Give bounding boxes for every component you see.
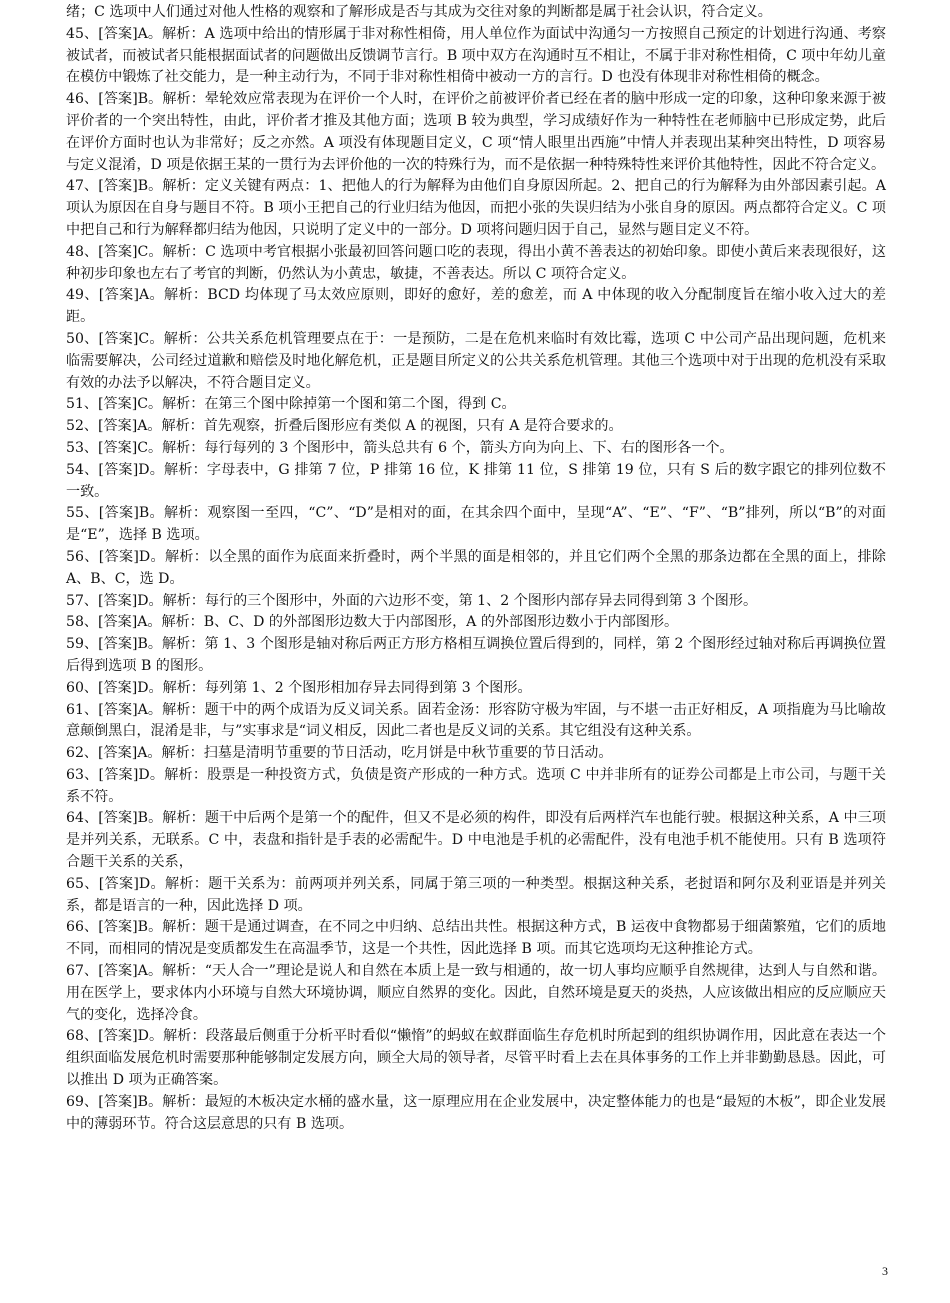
answer-61: 61、[答案]A。解析：题干中的两个成语为反义词关系。固若金汤：形容防守极为牢固，与不堪一击正好相反，A 项指鹿为马比喻故意颠倒黑白，混淆是非，与”实事求是“词义相反，因此二者也是反义词的关系。其它组没有这种关系。 xyxy=(66,701,886,740)
answer-65: 65、[答案]D。解析：题干关系为：前两项并列关系，同属于第三项的一种类型。根据这种关系，老挝语和阿尔及利亚语是并列关系，都是语言的一种，因此选择 D 项。 xyxy=(66,875,886,914)
answer-53: 53、[答案]C。解析：每行每列的 3 个图形中，箭头总共有 6 个，箭头方向为向上、下、右的图形各一个。 xyxy=(66,439,734,456)
answer-56: 56、[答案]D。解析：以全黑的面作为底面来折叠时，两个半黑的面是相邻的，并且它们两个全黑的那条边都在全黑的面上，排除 A、B、C，选 D。 xyxy=(66,548,886,587)
answer-63: 63、[答案]D。解析：股票是一种投资方式，负债是资产形成的一种方式。选项 C 中并非所有的证券公司都是上市公司，与题干关系不符。 xyxy=(66,766,886,805)
answer-55: 55、[答案]B。解析：观察图一至四，“C”、“D”是相对的面，在其余四个面中，呈现“A”、“E”、“F”、“B”排列，所以“B”的对面是“E”，选择 B 选项。 xyxy=(66,505,886,544)
answer-69: 69、[答案]B。解析：最短的木板决定水桶的盛水量，这一原理应用在企业发展中，决定整体能力的也是“最短的木板”，即企业发展中的薄弱环节。符合这层意思的只有 B 选项。 xyxy=(66,1093,886,1132)
answer-49: 49、[答案]A。解析：BCD 均体现了马太效应原则，即好的愈好，差的愈差，而 A 中体现的收入分配制度旨在缩小收入过大的差距。 xyxy=(66,287,886,326)
answer-54: 54、[答案]D。解析：字母表中，G 排第 7 位，P 排第 16 位，K 排第 11 位，S 排第 19 位，只有 S 后的数字跟它的排列位数不一致。 xyxy=(66,461,886,500)
answer-60: 60、[答案]D。解析：每列第 1、2 个图形相加存异去同得到第 3 个图形。 xyxy=(66,679,532,696)
answer-67: 67、[答案]A。解析：“天人合一”理论是说人和自然在本质上是一致与相通的，故一切人事均应顺乎自然规律，达到人与自然和谐。用在医学上，要求体内小环境与自然大环境协调，顺应自然界的变化。因此，自然环境是夏天的炎热，人应该做出相应的反应顺应天气的变化，选择冷食。 xyxy=(66,963,886,1023)
answer-62: 62、[答案]A。解析：扫墓是清明节重要的节日活动，吃月饼是中秋节重要的节日活动。 xyxy=(66,745,613,762)
answer-64: 64、[答案]B。解析：题干中后两个是第一个的配件，但又不是必须的构件，即没有后两样汽车也能行驶。根据这种关系，A 中三项是并列关系，无联系。C 中，表盘和指针是手表的必需配牛。D 中电池是手机的必需配件，没有电池手机不能使用。只有 B 选项符合题干关系的关系， xyxy=(66,810,886,871)
answer-68: 68、[答案]D。解析：段落最后侧重于分析平时看似“懒惰”的蚂蚁在蚁群面临生存危机时所起到的组织协调作用，因此意在表达一个组织面临发展危机时需要那种能够制定发展方向，顾全大局的领导者，尽管平时看上去在具体事务的工作上并非勤勤恳恳。因此，可以推出 D 项为正确答案。 xyxy=(66,1028,886,1089)
answer-explanations xyxy=(66,2,886,1135)
paragraph-44-continued: 绪；C 选项中人们通过对他人性格的观察和了解形成是否与其成为交往对象的判断都是属于社会认识，符合定义。 xyxy=(66,4,772,20)
answer-59: 59、[答案]B。解析：第 1、3 个图形是轴对称后两正方形方格相互调换位置后得到的，同样，第 2 个图形经过轴对称后再调换位置后得到选项 B 的图形。 xyxy=(66,636,886,674)
page-number: 3 xyxy=(882,1264,888,1278)
answer-57: 57、[答案]D。解析：每行的三个图形中，外面的六边形不变，第 1、2 个图形内部存异去同得到第 3 个图形。 xyxy=(66,592,758,609)
answer-47: 47、[答案]B。解析：定义关键有两点：1、把他人的行为解释为由他们自身原因所起。2、把自己的行为解释为由外部因素引起。A 项认为原因在自身与题目不符。B 项小王把自己的行业归结为他因，而把小张的失误归结为小张自身的原因。两点都符合定义。C 项中把自己和行为解释都归结为他因，只说明了定义中的一部分。D 项将问题归因于自己，显然与题目定义不符。 xyxy=(66,178,886,238)
answer-45: 45、[答案]A。解析：A 选项中给出的情形属于非对称性相倚，用人单位作为面试中沟通匀一方按照自己预定的计划进行沟通、考察被试者，而被试者只能根据面试者的问题做出反馈调节言行。B 项中双方在沟通时互不相让，不属于非对称性相倚，C 项中年幼儿童在模仿中锻炼了社交能力，是一种主动行为，不同于非对称性相倚中被动一方的言行。D 也没有体现非对称性相倚的概念。 xyxy=(66,25,886,86)
answer-48: 48、[答案]C。解析：C 选项中考官根据小张最初回答问题口吃的表现，得出小黄不善表达的初始印象。即使小黄后来表现很好，这种初步印象也左右了考官的判断，仍然认为小黄忠，敏捷，不善表达。所以 C 项符合定义。 xyxy=(66,243,886,282)
answer-51: 51、[答案]C。解析：在第三个图中除掉第一个图和第二个图，得到 C。 xyxy=(66,396,516,413)
answer-58: 58、[答案]A。解析：B、C、D 的外部图形边数大于内部图形，A 的外部图形边数小于内部图形。 xyxy=(66,614,679,631)
answer-66: 66、[答案]B。解析：题干是通过调查，在不同之中归纳、总结出共性。根据这种方式，B 运夜中食物都易于细菌繁殖，它们的质地不同，而相同的情况是变质都发生在高温季节，这是一个共性，因此选择 B 项。而其它选项均无这种推论方式。 xyxy=(66,919,886,958)
answer-46: 46、[答案]B。解析：晕轮效应常表现为在评价一个人时，在评价之前被评价者已经在者的脑中形成一定的印象，这种印象来源于被评价者的一个突出特性，由此，评价者才推及其他方面；选项 B 较为典型，学习成绩好作为一种特性在老师脑中已形成定势，此后在评价方面时也认为非常好；反之亦然。A 项没有体现题目定义，C 项“情人眼里出西施”中情人并表现出某种突出特性，D 项容易与定义混淆，D 项是依据王某的一贯行为去评价他的一次的特殊行为，而不是依据一种特殊特性来评价其他特性，因此不符合定义。 xyxy=(66,91,886,173)
answer-52: 52、[答案]A。解析：首先观察，折叠后图形应有类似 A 的视图，只有 A 是符合要求的。 xyxy=(66,418,623,435)
answer-50: 50、[答案]C。解析：公共关系危机管理要点在于：一是预防，二是在危机来临时有效比霉，选项 C 中公司产品出现问题，危机来临需要解决，公司经过道歉和赔偿及时地化解危机，正是题目所定义的公共关系危机管理。其他三个选项中对于出现的危机没有采取有效的办法予以解决，不符合题目定义。 xyxy=(66,330,886,391)
